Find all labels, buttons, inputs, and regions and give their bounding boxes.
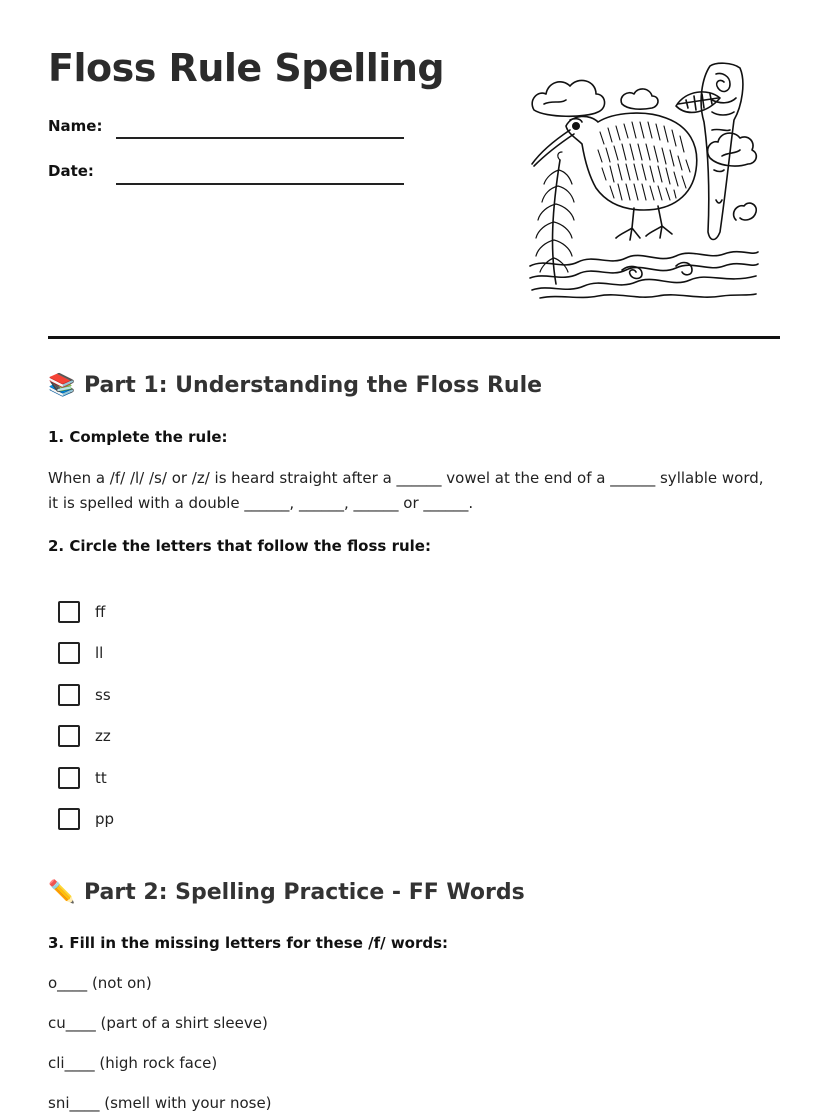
q1-text: When a /f/ /l/ /s/ or /z/ is heard straight after a ______ vowel at the end of a ______ syllable word, it is spelled with a double ______, ______, ______ or ______. [48, 469, 764, 512]
option-label: zz [95, 727, 111, 745]
option-label: ll [95, 644, 104, 662]
date-label: Date: [48, 162, 94, 180]
part2-heading-text: Part 2: Spelling Practice - FF Words [84, 880, 525, 905]
kiwi-bird-illustration [526, 60, 762, 300]
fill-item[interactable]: cli____ (high rock face) [48, 1054, 218, 1072]
checkbox[interactable] [58, 684, 80, 706]
pencil-icon: ✏️ [48, 880, 76, 905]
page-title: Floss Rule Spelling [48, 46, 445, 90]
q2-title: 2. Circle the letters that follow the floss rule: [48, 537, 431, 555]
option-label: ss [95, 686, 111, 704]
fill-item[interactable]: o____ (not on) [48, 974, 152, 992]
option-ll[interactable] [58, 641, 103, 665]
part2-heading [48, 880, 525, 905]
part1-heading-text: Part 1: Understanding the Floss Rule [84, 373, 543, 398]
part1-heading [48, 373, 542, 398]
checkbox[interactable] [58, 808, 80, 830]
option-pp[interactable] [58, 807, 114, 831]
fill-item[interactable]: sni____ (smell with your nose) [48, 1094, 272, 1112]
checkbox[interactable] [58, 725, 80, 747]
option-label: pp [95, 810, 115, 828]
section-divider [48, 336, 780, 339]
name-label: Name: [48, 117, 103, 135]
name-field[interactable] [116, 137, 404, 139]
option-label: tt [95, 769, 107, 787]
q1-title: 1. Complete the rule: [48, 428, 228, 446]
books-icon: 📚 [48, 373, 76, 398]
option-label: ff [95, 603, 106, 621]
q3-title: 3. Fill in the missing letters for these /f/ words: [48, 934, 449, 952]
worksheet-page [48, 0, 780, 1118]
option-ff[interactable] [58, 600, 105, 624]
option-zz[interactable] [58, 724, 111, 748]
option-ss[interactable] [58, 683, 111, 707]
option-tt[interactable] [58, 766, 107, 790]
checkbox[interactable] [58, 767, 80, 789]
date-field[interactable] [116, 183, 404, 185]
checkbox[interactable] [58, 601, 80, 623]
fill-item[interactable]: cu____ (part of a shirt sleeve) [48, 1014, 268, 1032]
checkbox[interactable] [58, 642, 80, 664]
